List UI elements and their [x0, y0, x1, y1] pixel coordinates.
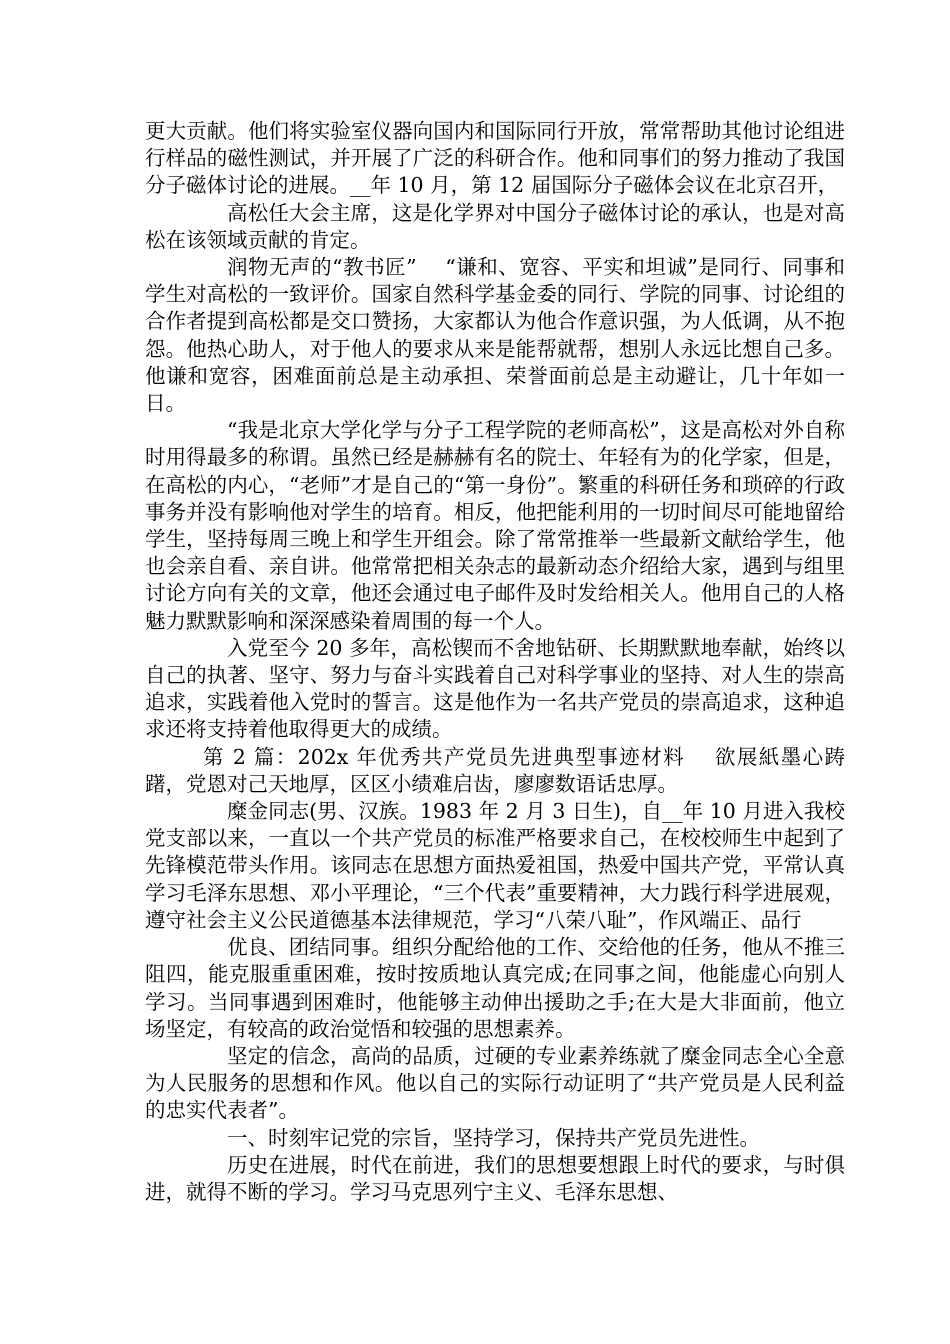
document-body [145, 118, 845, 1206]
paragraph-1: 更大贡献。他们将实验室仪器向国内和国际同行开放，常常帮助其他讨论组进行样品的磁性测试，并开展了广泛的科研合作。他和同事们的努力推动了我国分子磁体讨论的进展。__年 10 月，第 12 届国际分子磁体会议在北京召开， [145, 119, 845, 198]
paragraph-11: 历史在进展，时代在前进，我们的思想要想跟上时代的要求，与时俱进，就得不断的学习。学习马克思列宁主义、毛泽东思想、 [145, 1152, 845, 1204]
paragraph-5: 入党至今 20 多年，高松锲而不舍地钻研、长期默默地奉献，始终以自己的执著、坚守、努力与奋斗实践着自己对科学事业的坚持、对人生的崇高追求，实践着他入党时的誓言。这是他作为一名共产党员的崇高追求，这种追求还将支持着他取得更大的成绩。 [145, 635, 845, 742]
paragraph-4: “我是北京大学化学与分子工程学院的老师高松”，这是高松对外自称时用得最多的称谓。虽然已经是赫赫有名的院士、年轻有为的化学家，但是，在高松的内心，“老师”才是自己的“第一身份”。繁重的科研任务和琐碎的行政事务并没有影响他对学生的培育。相反，他把能利用的一切时间尽可能地留给学生，坚持每周三晚上和学生开组会。除了常常推举一些最新文献给学生，他也会亲自看、亲自讲。他常常把相关杂志的最新动态介绍给大家，遇到与组里讨论方向有关的文章，他还会通过电子邮件及时发给相关人。他用自己的人格魅力默默影响和深深感染着周围的每一个人。 [145, 418, 845, 633]
paragraph-9: 坚定的信念，高尚的品质，过硬的专业素养练就了糜金同志全心全意为人民服务的思想和作风。他以自己的实际行动证明了“共产党员是人民利益的忠实代表者”。 [145, 1043, 845, 1123]
paragraph-8: 优良、团结同事。组织分配给他的工作、交给他的任务，他从不推三阻四，能克服重重困难，按时按质地认真完成;在同事之间，他能虚心向别人学习。当同事遇到困难时，他能够主动伸出援助之手;在大是大非面前，他立场坚定，有较高的政治觉悟和较强的思想素养。 [145, 935, 845, 1041]
paragraph-10: 一、时刻牢记党的宗旨，坚持学习，保持共产党员先进性。 [227, 1125, 760, 1150]
section-heading-paragraph: 第 2 篇：202x 年优秀共产党员先进典型事迹材料 欲展紙墨心踌躇，党恩对己天地厚，区区小绩难启齿，廖廖数语话忠厚。 [145, 744, 845, 796]
paragraph-2: 高松任大会主席，这是化学界对中国分子磁体讨论的承认，也是对高松在该领域贡献的肯定。 [145, 200, 845, 252]
paragraph-3: 润物无声的“教书匠” “谦和、宽容、平实和坦诚”是同行、同事和学生对高松的一致评价。国家自然科学基金委的同行、学院的同事、讨论组的合作者提到高松都是交口赞扬，大家都认为他合作意识强，为人低调，从不抱怨。他热心助人，对于他人的要求从来是能帮就帮，想别人永远比想自己多。他谦和宽容，困难面前总是主动承担、荣誉面前总是主动避让，几十年如一日。 [145, 255, 845, 416]
paragraph-7: 糜金同志(男、汉族。1983 年 2 月 3 日生)，自__年 10 月进入我校党支部以来，一直以一个共产党员的标准严格要求自己，在校校师生中起到了先锋模范带头作用。该同志在思想方面热爱祖国，热爱中国共产党，平常认真学习毛泽东思想、邓小平理论，“三个代表”重要精神，大力践行科学进展观，遵守社会主义公民道德基本法律规范，学习“八荣八耻”，作风端正、品行 [145, 799, 845, 932]
